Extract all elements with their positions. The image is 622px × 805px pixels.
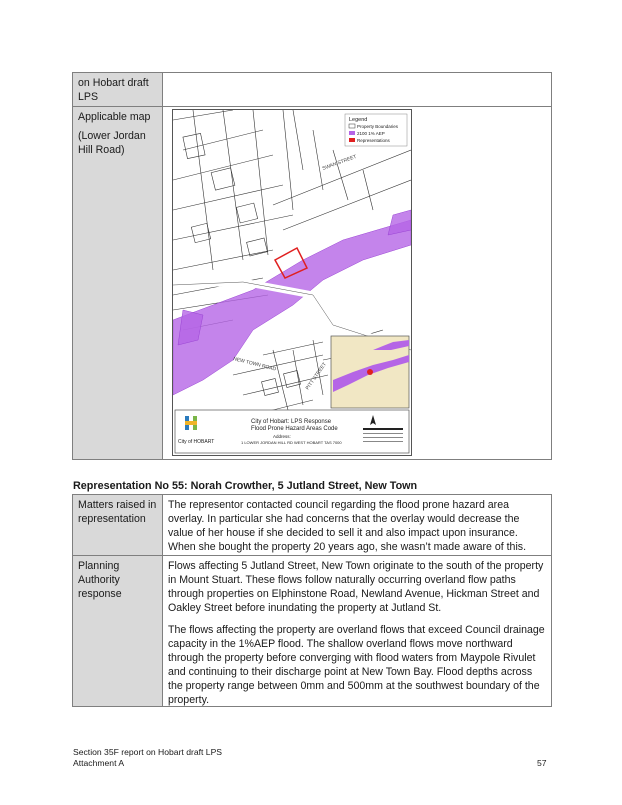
rep-row1-value-cell xyxy=(162,494,552,556)
legend-item-representations: Representations xyxy=(357,138,390,143)
legend-item-boundaries: Property Boundaries xyxy=(357,124,399,129)
rep-row1-label-cell xyxy=(72,494,163,556)
map-title-block xyxy=(175,410,409,453)
top-row2-label-cell xyxy=(72,106,163,460)
map-address: 1 LOWER JORDAN HILL RD WEST HOBART TAS 7000 xyxy=(241,440,342,445)
response-paragraph-2: The flows affecting the property are overland flows that exceed Council drainage capacity in the 1%AEP flood. The shallow overland flows move northward through the property before converging with flood waters from Maypole Rivulet and continuing to their discharge point at New Town Bay. Flood depths across the property range between 0mm and 500mm at the southwest boundary of the property. xyxy=(168,624,545,706)
response-paragraph-1: Flows affecting 5 Jutland Street, New Town originate to the south of the property in Mount Stuart. These flows follow naturally occurring overland flow paths through properties on Elphinstone Road, Newland Avenue, Hickman Street and Oakley Street before inundating the property at Jutland St. xyxy=(168,560,544,614)
top-row1-label: on Hobart draft LPS xyxy=(78,77,149,103)
flood-map-svg xyxy=(173,110,411,455)
street-label-1: SWAN STREET xyxy=(321,153,358,172)
top-row1-label-cell xyxy=(72,72,163,107)
map-address-label: Address: xyxy=(273,434,291,439)
rep-row2-value-cell xyxy=(162,555,552,707)
inset-map xyxy=(331,336,409,408)
map-title-line2: Flood Prone Hazard Areas Code xyxy=(251,426,338,432)
legend xyxy=(345,114,407,146)
flood-map xyxy=(172,109,412,456)
planning-authority-label: Planning Authority response xyxy=(78,560,122,600)
rep-row2-label-cell xyxy=(72,555,163,707)
legend-title: Legend xyxy=(349,117,368,123)
top-row1-value-cell xyxy=(162,72,552,107)
street-label-2: NEW TOWN ROAD xyxy=(232,356,277,373)
city-logo-text: City of HOBART xyxy=(178,439,215,445)
page-number: 57 xyxy=(537,758,547,768)
legend-item-aep: 2100 1% AEP xyxy=(357,131,385,136)
map-title-line1: City of Hobart: LPS Response xyxy=(251,419,332,425)
matters-raised-text: The representor contacted council regarding the flood prone hazard area overlay. In particular she had concerns that the overlay would decrease the value of her house if she decided to sell it and also impact upon insurance. When she bought the property 20 years ago, she wasn’t made aware of this. xyxy=(168,499,527,553)
matters-raised-label: Matters raised in representation xyxy=(78,499,157,525)
footer-line2: Attachment A xyxy=(73,758,125,768)
applicable-map-sublabel: (Lower Jordan Hill Road) xyxy=(78,130,146,156)
footer-line1: Section 35F report on Hobart draft LPS xyxy=(73,747,223,757)
street-label-3: PITT STREET xyxy=(304,361,328,392)
section-heading: Representation No 55: Norah Crowther, 5 Jutland Street, New Town xyxy=(73,480,418,492)
applicable-map-label: Applicable map xyxy=(78,111,151,123)
inset-location-marker xyxy=(367,369,373,375)
